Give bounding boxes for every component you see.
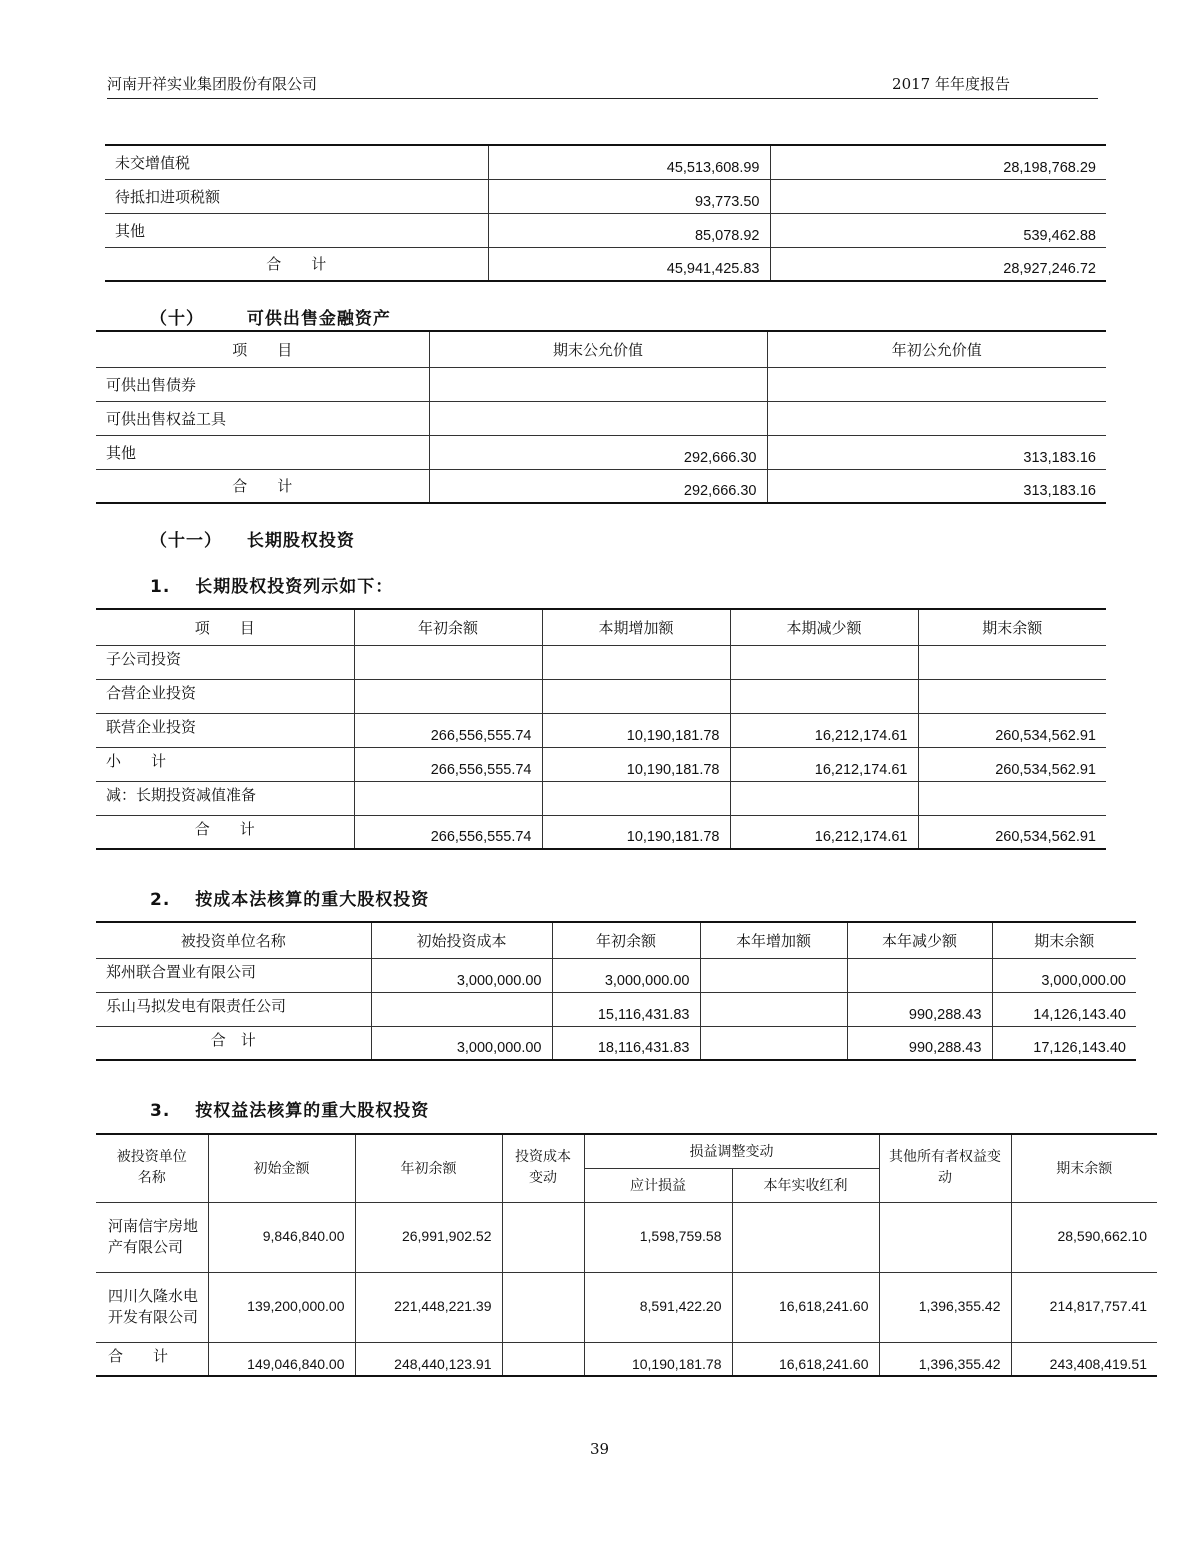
cell-value: 266,556,555.74 bbox=[354, 815, 542, 849]
row-label: 合 计 bbox=[105, 247, 488, 281]
column-header: 本期增加额 bbox=[542, 609, 730, 645]
cell-value: 8,591,422.20 bbox=[584, 1272, 732, 1342]
cell-value: 243,408,419.51 bbox=[1011, 1342, 1157, 1376]
row-label: 小 计 bbox=[96, 747, 354, 781]
table-row bbox=[96, 645, 1106, 679]
column-header: 应计损益 bbox=[584, 1168, 732, 1202]
cell-value bbox=[542, 679, 730, 713]
cell-value bbox=[354, 679, 542, 713]
cell-value: 17,126,143.40 bbox=[992, 1026, 1136, 1060]
column-header: 本年增加额 bbox=[700, 922, 847, 958]
cell-value: 14,126,143.40 bbox=[992, 992, 1136, 1026]
cell-value: 3,000,000.00 bbox=[992, 958, 1136, 992]
cell-value: 990,288.43 bbox=[847, 992, 992, 1026]
cell-value bbox=[918, 781, 1106, 815]
subsection-number: 1. bbox=[150, 577, 171, 597]
subsection-number: 2. bbox=[150, 890, 171, 910]
section-number: （十） bbox=[150, 309, 204, 329]
column-header: 投资成本变动 bbox=[502, 1134, 584, 1202]
column-header: 项 目 bbox=[96, 331, 429, 367]
cell-value: 16,212,174.61 bbox=[730, 815, 918, 849]
row-label: 四川久隆水电开发有限公司 bbox=[96, 1272, 208, 1342]
cell-value: 313,183.16 bbox=[767, 469, 1106, 503]
cell-value bbox=[371, 992, 552, 1026]
column-header: 年初余额 bbox=[355, 1134, 502, 1202]
row-label: 乐山马拟发电有限责任公司 bbox=[96, 992, 371, 1026]
cell-value: 260,534,562.91 bbox=[918, 815, 1106, 849]
cell-value: 93,773.50 bbox=[488, 179, 770, 213]
column-header: 初始金额 bbox=[208, 1134, 355, 1202]
table-row bbox=[96, 747, 1106, 781]
table-header-row bbox=[96, 609, 1106, 645]
subsection-heading-2 bbox=[150, 885, 429, 910]
table-row bbox=[96, 992, 1136, 1026]
company-name: 河南开祥实业集团股份有限公司 bbox=[107, 75, 318, 93]
cell-value bbox=[847, 958, 992, 992]
long-term-equity-table bbox=[96, 608, 1106, 850]
cell-value: 539,462.88 bbox=[770, 213, 1106, 247]
page-number: 39 bbox=[589, 1440, 610, 1458]
cell-value: 139,200,000.00 bbox=[208, 1272, 355, 1342]
cell-value bbox=[732, 1202, 879, 1272]
row-label: 合 计 bbox=[96, 1342, 208, 1376]
subsection-heading-1 bbox=[150, 572, 393, 597]
table-row bbox=[96, 1026, 1136, 1060]
cell-value bbox=[542, 645, 730, 679]
table-row bbox=[105, 145, 1106, 179]
column-header: 期末余额 bbox=[1011, 1134, 1157, 1202]
cell-value bbox=[700, 1026, 847, 1060]
cell-value: 28,198,768.29 bbox=[770, 145, 1106, 179]
table-row bbox=[96, 815, 1106, 849]
page-header bbox=[107, 73, 1098, 99]
cell-value: 16,212,174.61 bbox=[730, 747, 918, 781]
cell-value: 85,078.92 bbox=[488, 213, 770, 247]
column-header: 本期减少额 bbox=[730, 609, 918, 645]
row-label: 其他 bbox=[96, 435, 429, 469]
row-label: 合 计 bbox=[96, 1026, 371, 1060]
cell-value: 266,556,555.74 bbox=[354, 713, 542, 747]
cell-value bbox=[918, 645, 1106, 679]
column-header: 本年减少额 bbox=[847, 922, 992, 958]
cell-value bbox=[502, 1272, 584, 1342]
table-row bbox=[96, 367, 1106, 401]
row-label: 郑州联合置业有限公司 bbox=[96, 958, 371, 992]
cell-value: 260,534,562.91 bbox=[918, 713, 1106, 747]
cell-value: 15,116,431.83 bbox=[552, 992, 700, 1026]
column-header: 期末余额 bbox=[918, 609, 1106, 645]
row-label: 合 计 bbox=[96, 815, 354, 849]
table-header-row bbox=[96, 1134, 1157, 1168]
cell-value bbox=[730, 645, 918, 679]
column-header: 期末余额 bbox=[992, 922, 1136, 958]
table-row bbox=[96, 1202, 1157, 1272]
row-label: 联营企业投资 bbox=[96, 713, 354, 747]
cell-value: 292,666.30 bbox=[429, 469, 767, 503]
column-header: 年初余额 bbox=[552, 922, 700, 958]
cell-value: 16,618,241.60 bbox=[732, 1342, 879, 1376]
column-header: 其他所有者权益变动 bbox=[879, 1134, 1011, 1202]
cell-value: 9,846,840.00 bbox=[208, 1202, 355, 1272]
cell-value: 10,190,181.78 bbox=[542, 747, 730, 781]
table-header-row bbox=[96, 331, 1106, 367]
row-label: 可供出售债券 bbox=[96, 367, 429, 401]
table-row bbox=[105, 247, 1106, 281]
row-label: 河南信宇房地产有限公司 bbox=[96, 1202, 208, 1272]
cell-value: 313,183.16 bbox=[767, 435, 1106, 469]
row-label: 合营企业投资 bbox=[96, 679, 354, 713]
row-label: 未交增值税 bbox=[105, 145, 488, 179]
cell-value: 1,598,759.58 bbox=[584, 1202, 732, 1272]
column-header: 年初余额 bbox=[354, 609, 542, 645]
cell-value bbox=[700, 992, 847, 1026]
cell-value: 45,941,425.83 bbox=[488, 247, 770, 281]
cell-value: 260,534,562.91 bbox=[918, 747, 1106, 781]
section-title: 可供出售金融资产 bbox=[246, 309, 391, 329]
row-label: 减：长期投资减值准备 bbox=[96, 781, 354, 815]
column-header: 项 目 bbox=[96, 609, 354, 645]
cell-value: 221,448,221.39 bbox=[355, 1272, 502, 1342]
row-label: 子公司投资 bbox=[96, 645, 354, 679]
cell-value bbox=[767, 401, 1106, 435]
cell-value bbox=[542, 781, 730, 815]
column-header: 初始投资成本 bbox=[371, 922, 552, 958]
cell-value: 1,396,355.42 bbox=[879, 1342, 1011, 1376]
table-row bbox=[96, 401, 1106, 435]
cell-value: 292,666.30 bbox=[429, 435, 767, 469]
cell-value bbox=[700, 958, 847, 992]
cell-value: 16,212,174.61 bbox=[730, 713, 918, 747]
column-header: 期末公允价值 bbox=[429, 331, 767, 367]
cell-value: 248,440,123.91 bbox=[355, 1342, 502, 1376]
section-heading-10 bbox=[150, 304, 391, 329]
equity-method-table bbox=[96, 1133, 1157, 1377]
table-header-row bbox=[96, 922, 1136, 958]
cell-value: 3,000,000.00 bbox=[371, 958, 552, 992]
cell-value: 149,046,840.00 bbox=[208, 1342, 355, 1376]
available-for-sale-table bbox=[96, 330, 1106, 504]
cell-value: 10,190,181.78 bbox=[542, 815, 730, 849]
table-row bbox=[105, 213, 1106, 247]
cell-value: 18,116,431.83 bbox=[552, 1026, 700, 1060]
table-row bbox=[96, 713, 1106, 747]
cell-value bbox=[770, 179, 1106, 213]
table-row bbox=[105, 179, 1106, 213]
row-label: 其他 bbox=[105, 213, 488, 247]
cell-value: 214,817,757.41 bbox=[1011, 1272, 1157, 1342]
row-label: 可供出售权益工具 bbox=[96, 401, 429, 435]
subsection-title: 长期股权投资列示如下： bbox=[195, 577, 394, 597]
cell-value bbox=[502, 1202, 584, 1272]
cost-method-table bbox=[96, 921, 1136, 1061]
cell-value: 3,000,000.00 bbox=[552, 958, 700, 992]
column-header: 被投资单位名称 bbox=[96, 922, 371, 958]
subsection-heading-3 bbox=[150, 1096, 429, 1121]
cell-value: 990,288.43 bbox=[847, 1026, 992, 1060]
cell-value: 1,396,355.42 bbox=[879, 1272, 1011, 1342]
cell-value bbox=[730, 679, 918, 713]
table-row bbox=[96, 1342, 1157, 1376]
row-label: 待抵扣进项税额 bbox=[105, 179, 488, 213]
cell-value: 28,590,662.10 bbox=[1011, 1202, 1157, 1272]
cell-value: 266,556,555.74 bbox=[354, 747, 542, 781]
table-row bbox=[96, 679, 1106, 713]
subsection-title: 按权益法核算的重大股权投资 bbox=[195, 1101, 430, 1121]
table-row bbox=[96, 1272, 1157, 1342]
column-header-group: 损益调整变动 bbox=[584, 1134, 879, 1168]
cell-value: 28,927,246.72 bbox=[770, 247, 1106, 281]
section-heading-11 bbox=[150, 526, 355, 551]
cell-value bbox=[429, 401, 767, 435]
table-row bbox=[96, 781, 1106, 815]
table-row bbox=[96, 958, 1136, 992]
column-header: 年初公允价值 bbox=[767, 331, 1106, 367]
cell-value bbox=[730, 781, 918, 815]
cell-value: 10,190,181.78 bbox=[584, 1342, 732, 1376]
cell-value: 45,513,608.99 bbox=[488, 145, 770, 179]
table-row bbox=[96, 469, 1106, 503]
tax-table bbox=[105, 144, 1106, 282]
report-title: 2017 年年度报告 bbox=[892, 75, 1010, 93]
cell-value bbox=[918, 679, 1106, 713]
cell-value: 16,618,241.60 bbox=[732, 1272, 879, 1342]
cell-value bbox=[429, 367, 767, 401]
subsection-number: 3. bbox=[150, 1101, 171, 1121]
cell-value bbox=[879, 1202, 1011, 1272]
row-label: 合 计 bbox=[96, 469, 429, 503]
cell-value bbox=[767, 367, 1106, 401]
section-title: 长期股权投资 bbox=[246, 531, 355, 551]
cell-value: 26,991,902.52 bbox=[355, 1202, 502, 1272]
cell-value bbox=[502, 1342, 584, 1376]
column-header: 被投资单位名称 bbox=[96, 1134, 208, 1202]
section-number: （十一） bbox=[150, 531, 222, 551]
table-row bbox=[96, 435, 1106, 469]
cell-value bbox=[354, 781, 542, 815]
cell-value bbox=[354, 645, 542, 679]
cell-value: 3,000,000.00 bbox=[371, 1026, 552, 1060]
subsection-title: 按成本法核算的重大股权投资 bbox=[195, 890, 430, 910]
column-header: 本年实收红利 bbox=[732, 1168, 879, 1202]
cell-value: 10,190,181.78 bbox=[542, 713, 730, 747]
